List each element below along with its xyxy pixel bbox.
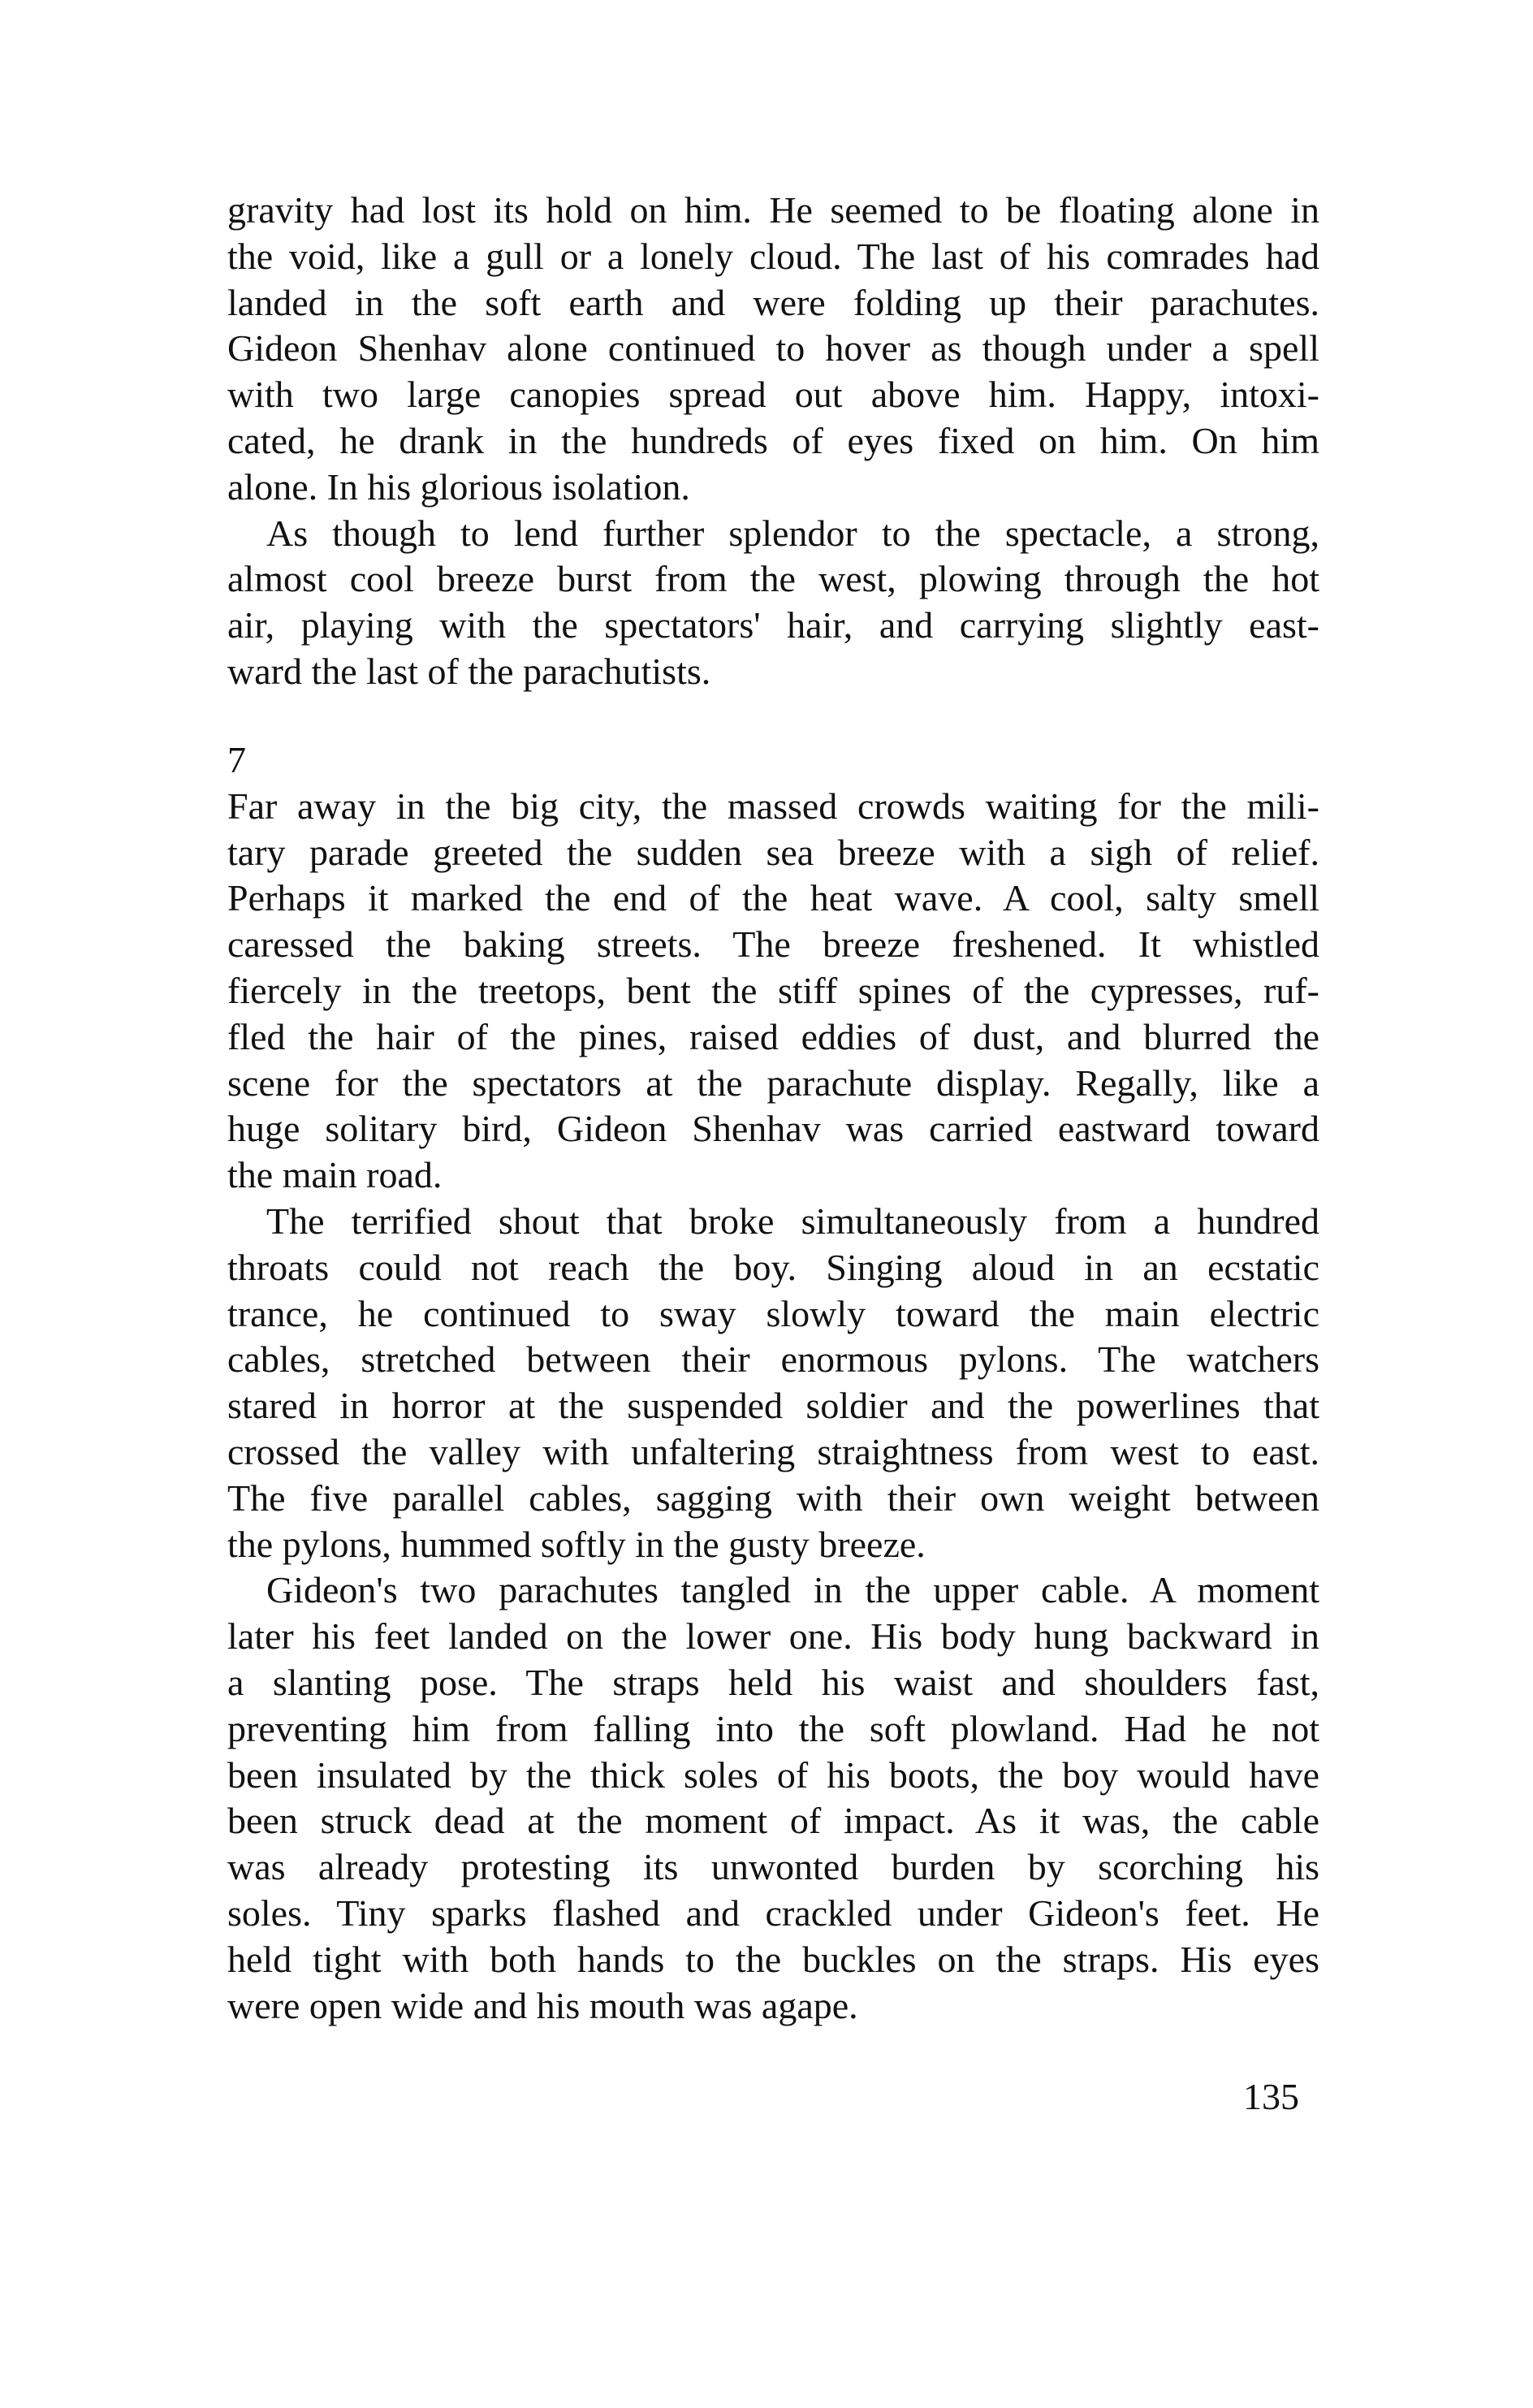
text-line: cables, stretched between their enormous pylons. The watchers: [227, 1338, 1319, 1381]
text-line: throats could not reach the boy. Singing aloud in an ecstatic: [227, 1246, 1319, 1288]
paragraph: [227, 511, 1319, 695]
text-line: scene for the spectators at the parachute display. Regally, like a: [227, 1061, 1319, 1104]
text-block-top: [227, 188, 1319, 695]
text-line: As though to lend further splendor to the spectacle, a strong,: [266, 512, 1319, 554]
text-line: Gideon Shenhav alone continued to hover as though under a spell: [227, 327, 1319, 370]
text-line: Far away in the big city, the massed crowds waiting for the mili-: [227, 785, 1319, 827]
text-line: cated, he drank in the hundreds of eyes fixed on him. On him: [227, 419, 1319, 461]
paragraph: [227, 1567, 1319, 2029]
text-line: tary parade greeted the sudden sea breeze with a sigh of relief.: [227, 831, 1319, 873]
text-line: fled the hair of the pines, raised eddies of dust, and blurred the: [227, 1015, 1319, 1057]
text-line: with two large canopies spread out above him. Happy, intoxi-: [227, 374, 1319, 416]
text-line: crossed the valley with unfaltering straightness from west to east.: [227, 1430, 1319, 1472]
text-line: held tight with both hands to the buckles on the straps. His eyes: [227, 1938, 1319, 1980]
text-line: trance, he continued to sway slowly toward the main electric: [227, 1292, 1319, 1334]
text-line: The five parallel cables, sagging with their own weight between: [227, 1476, 1319, 1519]
paragraph: [227, 188, 1319, 511]
text-line: fiercely in the treetops, bent the stiff spines of the cypresses, ruf-: [227, 969, 1319, 1011]
text-line: huge solitary bird, Gideon Shenhav was carried eastward toward: [227, 1108, 1319, 1150]
section-number: 7: [227, 739, 246, 780]
text-line: was already protesting its unwonted burden by scorching his: [227, 1846, 1319, 1888]
text-line: later his feet landed on the lower one. His body hung backward in: [227, 1615, 1319, 1658]
text-line: been struck dead at the moment of impact. As it was, the cable: [227, 1800, 1319, 1842]
text-line: gravity had lost its hold on him. He seemed to be floating alone in: [227, 189, 1319, 231]
text-block-section-7: [227, 737, 1319, 2029]
text-line: the void, like a gull or a lonely cloud. The last of his comrades had: [227, 235, 1319, 277]
text-line: were open wide and his mouth was agape.: [227, 1984, 858, 2026]
text-line: air, playing with the spectators' hair, and carrying slightly east-: [227, 604, 1319, 646]
paragraph: [227, 784, 1319, 1199]
text-line: Perhaps it marked the end of the heat wave. A cool, salty smell: [227, 877, 1319, 919]
text-line: The terrified shout that broke simultaneously from a hundred: [266, 1200, 1319, 1242]
page-number: 135: [1243, 2076, 1299, 2117]
text-line: a slanting pose. The straps held his waist and shoulders fast,: [227, 1661, 1319, 1703]
text-line: ward the last of the parachutists.: [227, 650, 711, 692]
text-line: preventing him from falling into the soft plowland. Had he not: [227, 1707, 1319, 1749]
text-line: almost cool breeze burst from the west, plowing through the hot: [227, 558, 1319, 600]
text-line: stared in horror at the suspended soldier and the powerlines that: [227, 1385, 1319, 1427]
text-line: the main road.: [227, 1154, 443, 1196]
text-line: been insulated by the thick soles of his boots, the boy would have: [227, 1753, 1319, 1796]
text-line: landed in the soft earth and were folding up their parachutes.: [227, 281, 1319, 323]
text-line: Gideon's two parachutes tangled in the upper cable. A moment: [266, 1569, 1319, 1611]
text-line: alone. In his glorious isolation.: [227, 465, 690, 508]
text-line: soles. Tiny sparks flashed and crackled under Gideon's feet. He: [227, 1891, 1319, 1934]
paragraph: [227, 1199, 1319, 1567]
text-line: the pylons, hummed softly in the gusty breeze.: [227, 1523, 926, 1565]
text-line: caressed the baking streets. The breeze freshened. It whistled: [227, 923, 1319, 966]
